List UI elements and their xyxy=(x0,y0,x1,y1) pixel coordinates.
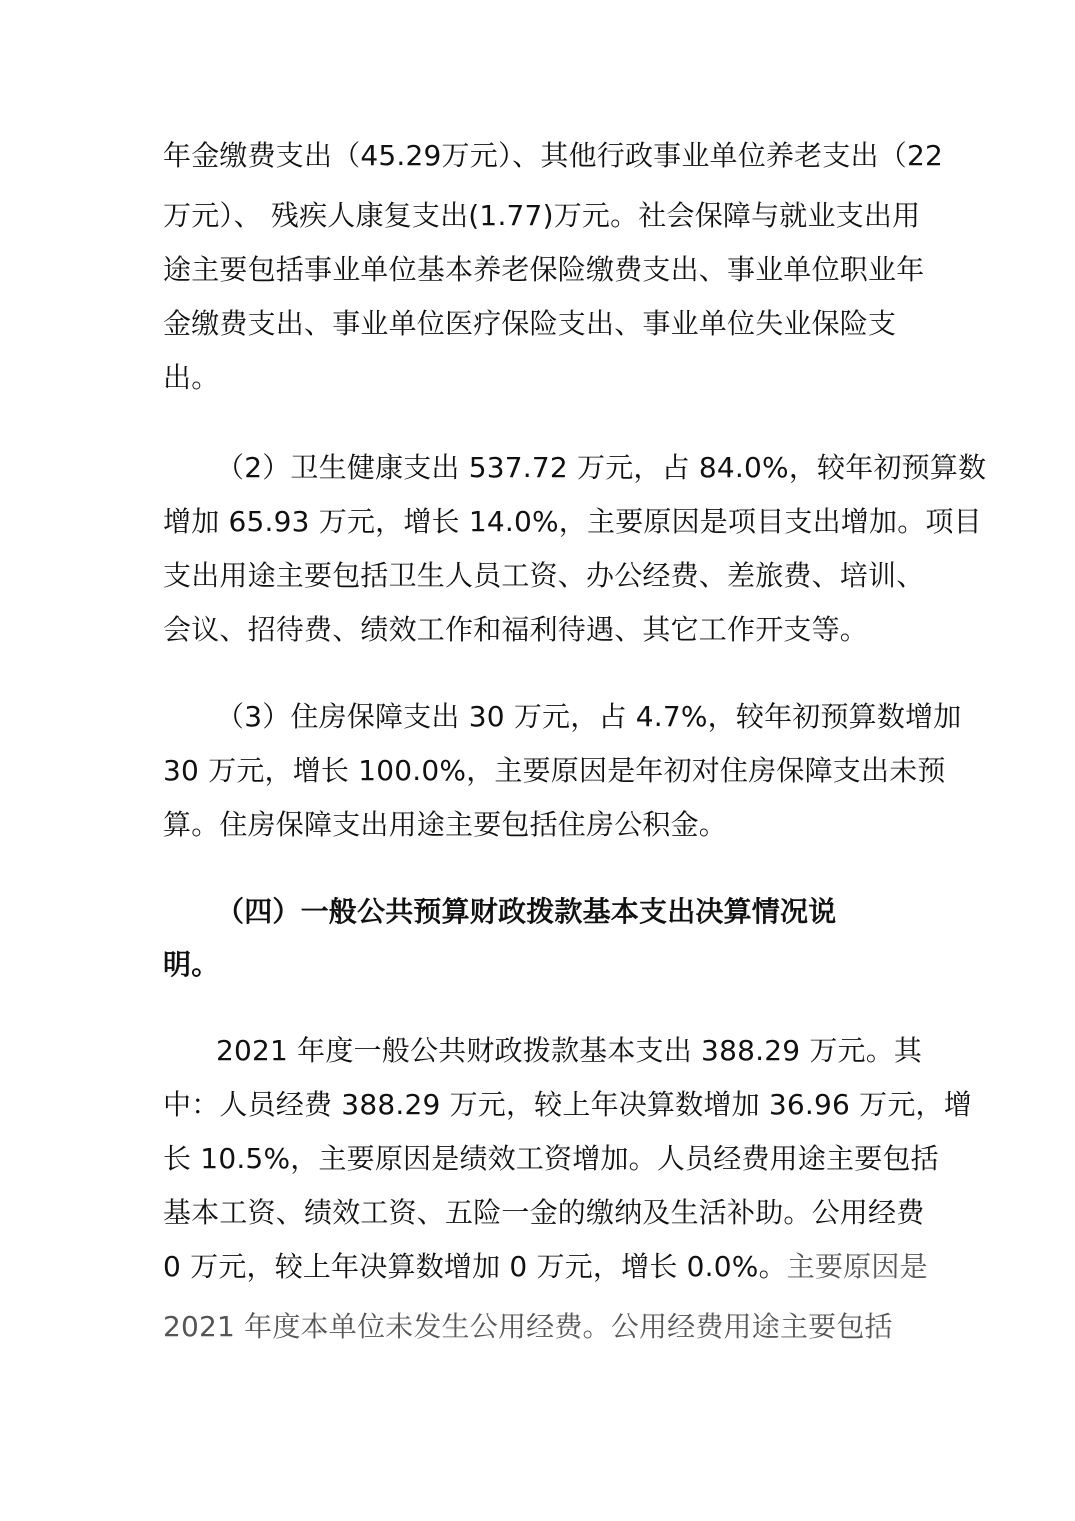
text-line-2: 万元）、 残疾人康复支出(1.77)万元。社会保障与就业支出用 xyxy=(163,199,921,232)
text-line-6: （2）卫生健康支出 537.72 万元，占 84.0%，较年初预算数 xyxy=(216,451,987,484)
text-line-3: 途主要包括事业单位基本养老保险缴费支出、事业单位职业年 xyxy=(163,253,925,286)
text-line-17: 长 10.5%，主要原因是绩效工资增加。人员经费用途主要包括 xyxy=(163,1142,939,1175)
text-line-9: 会议、招待费、绩效工作和福利待遇、其它工作开支等。 xyxy=(163,613,869,646)
text-line-19-main: 0 万元，较上年决算数增加 0 万元，增长 0.0%。 xyxy=(163,1250,787,1283)
section-heading-line-2: 明。 xyxy=(163,948,220,981)
text-line-20: 2021 年度本单位未发生公用经费。公用经费用途主要包括 xyxy=(163,1310,893,1343)
text-line-19-tail: 主要原因是 xyxy=(786,1250,928,1283)
text-line-18: 基本工资、绩效工资、五险一金的缴纳及生活补助。公用经费 xyxy=(163,1196,925,1229)
text-line-15: 2021 年度一般公共财政拨款基本支出 388.29 万元。其 xyxy=(216,1034,923,1067)
text-line-8: 支出用途主要包括卫生人员工资、办公经费、差旅费、培训、 xyxy=(163,559,925,592)
text-line-12: 算。住房保障支出用途主要包括住房公积金。 xyxy=(163,808,728,841)
text-line-4: 金缴费支出、事业单位医疗保险支出、事业单位失业保险支 xyxy=(163,307,897,340)
text-line-5: 出。 xyxy=(163,361,220,394)
text-line-1: 年金缴费支出（45.29万元）、其他行政事业单位养老支出（22 xyxy=(163,139,943,172)
section-heading-line-1: （四）一般公共预算财政拨款基本支出决算情况说 xyxy=(216,895,837,928)
text-line-16: 中：人员经费 388.29 万元，较上年决算数增加 36.96 万元，增 xyxy=(163,1088,972,1121)
text-line-10: （3）住房保障支出 30 万元，占 4.7%，较年初预算数增加 xyxy=(216,700,962,733)
text-line-19 xyxy=(163,1247,928,1287)
text-line-7: 增加 65.93 万元，增长 14.0%，主要原因是项目支出增加。项目 xyxy=(163,505,982,538)
text-line-11: 30 万元，增长 100.0%，主要原因是年初对住房保障支出未预 xyxy=(163,754,946,787)
